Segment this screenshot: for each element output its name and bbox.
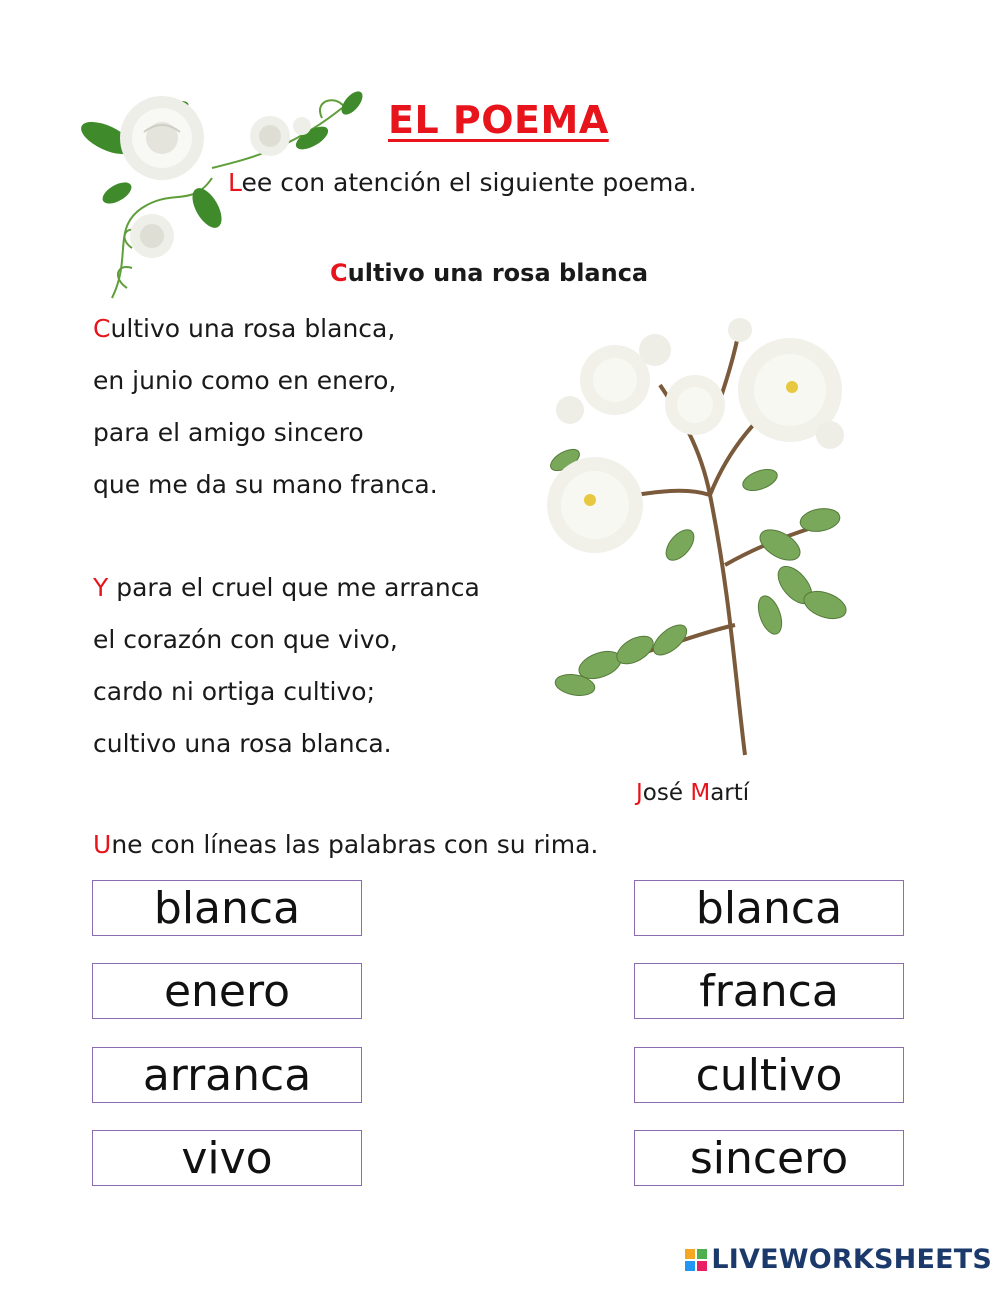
author-text: artí xyxy=(710,780,750,806)
instruction-text: ne con líneas las palabras con su rima. xyxy=(111,830,599,859)
instruction-match xyxy=(93,830,598,859)
verse-line xyxy=(93,316,395,341)
right-word-box-blanca[interactable]: blanca xyxy=(634,880,904,936)
poem-author xyxy=(636,780,749,806)
left-word-box-vivo[interactable]: vivo xyxy=(92,1130,362,1186)
brand-name: LIVEWORKSHEETS xyxy=(711,1244,992,1275)
initial-letter: U xyxy=(93,830,112,859)
poem-title-text: ultivo una rosa blanca xyxy=(347,259,649,287)
initial-letter: L xyxy=(228,168,242,197)
verse-line xyxy=(93,420,364,445)
verse-line xyxy=(93,368,396,393)
right-word-box-sincero[interactable]: sincero xyxy=(634,1130,904,1186)
instruction-text: ee con atención el siguiente poema. xyxy=(241,168,697,197)
rose-corner-decoration xyxy=(72,88,372,308)
right-word-box-cultivo[interactable]: cultivo xyxy=(634,1047,904,1103)
verse-line xyxy=(93,627,398,652)
brand-footer xyxy=(685,1244,992,1275)
poem-title xyxy=(330,259,648,287)
left-word-box-arranca[interactable]: arranca xyxy=(92,1047,362,1103)
initial-letter: M xyxy=(690,780,711,806)
verse-line xyxy=(93,679,375,704)
verse-text: ultivo una rosa blanca, xyxy=(110,314,396,343)
verse-line xyxy=(93,575,480,600)
initial-letter: C xyxy=(93,314,111,343)
rose-branch-illustration xyxy=(530,295,860,765)
verse-text: para el amigo sincero xyxy=(93,418,364,447)
verse-text: que me da su mano franca. xyxy=(93,470,438,499)
verse-text: el corazón con que vivo, xyxy=(93,625,398,654)
instruction-read xyxy=(228,168,697,197)
initial-letter: J xyxy=(636,780,643,806)
verse-text: cardo ni ortiga cultivo; xyxy=(93,677,376,706)
liveworksheets-logo-icon xyxy=(685,1249,707,1271)
verse-text: para el cruel que me arranca xyxy=(108,573,480,602)
initial-letter: C xyxy=(330,259,348,287)
right-word-box-franca[interactable]: franca xyxy=(634,963,904,1019)
verse-text: en junio como en enero, xyxy=(93,366,397,395)
verse-text: cultivo una rosa blanca. xyxy=(93,729,392,758)
initial-letter: Y xyxy=(93,573,109,602)
left-word-box-enero[interactable]: enero xyxy=(92,963,362,1019)
left-word-box-blanca[interactable]: blanca xyxy=(92,880,362,936)
author-text: osé xyxy=(642,780,691,806)
verse-line xyxy=(93,472,438,497)
verse-line xyxy=(93,731,392,756)
page-title: EL POEMA xyxy=(388,98,609,142)
